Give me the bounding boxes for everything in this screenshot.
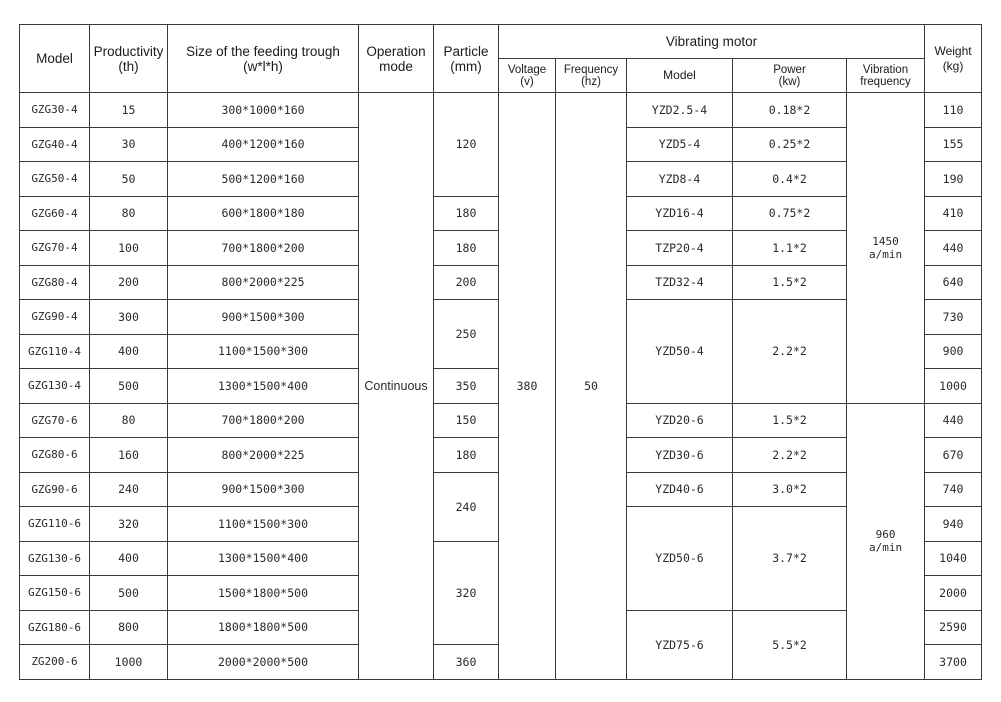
cell-productivity: 160 xyxy=(90,438,168,473)
cell-model: GZG80-6 xyxy=(20,438,90,473)
cell-productivity: 80 xyxy=(90,196,168,231)
cell-model: GZG40-4 xyxy=(20,127,90,162)
cell-model: GZG70-4 xyxy=(20,231,90,266)
cell-trough-size: 700*1800*200 xyxy=(168,231,359,266)
cell-particle: 180 xyxy=(434,231,499,266)
cell-power: 3.0*2 xyxy=(733,472,847,507)
cell-motor-model: YZD40-6 xyxy=(627,472,733,507)
cell-trough-size: 600*1800*180 xyxy=(168,196,359,231)
cell-model: ZG200-6 xyxy=(20,645,90,680)
cell-productivity: 240 xyxy=(90,472,168,507)
cell-weight: 2590 xyxy=(925,610,982,645)
cell-productivity: 200 xyxy=(90,265,168,300)
cell-weight: 190 xyxy=(925,162,982,197)
cell-power: 0.4*2 xyxy=(733,162,847,197)
cell-trough-size: 700*1800*200 xyxy=(168,403,359,438)
cell-productivity: 320 xyxy=(90,507,168,542)
cell-weight: 740 xyxy=(925,472,982,507)
cell-motor-model: YZD5-4 xyxy=(627,127,733,162)
cell-particle: 200 xyxy=(434,265,499,300)
cell-motor-model: YZD2.5-4 xyxy=(627,93,733,128)
cell-motor-model: YZD16-4 xyxy=(627,196,733,231)
cell-weight: 1040 xyxy=(925,541,982,576)
cell-productivity: 800 xyxy=(90,610,168,645)
cell-model: GZG150-6 xyxy=(20,576,90,611)
cell-power: 0.25*2 xyxy=(733,127,847,162)
cell-trough-size: 900*1500*300 xyxy=(168,472,359,507)
cell-weight: 670 xyxy=(925,438,982,473)
cell-motor-model: YZD30-6 xyxy=(627,438,733,473)
cell-trough-size: 1800*1800*500 xyxy=(168,610,359,645)
cell-weight: 640 xyxy=(925,265,982,300)
spec-table xyxy=(19,24,982,680)
cell-trough-size: 800*2000*225 xyxy=(168,265,359,300)
cell-motor-model: YZD20-6 xyxy=(627,403,733,438)
cell-motor-model: YZD8-4 xyxy=(627,162,733,197)
cell-model: GZG110-6 xyxy=(20,507,90,542)
cell-productivity: 500 xyxy=(90,369,168,404)
header-operation-mode: Operation mode xyxy=(359,25,434,93)
header-model: Model xyxy=(20,25,90,93)
cell-model: GZG80-4 xyxy=(20,265,90,300)
cell-model: GZG130-6 xyxy=(20,541,90,576)
header-power: Power (kw) xyxy=(733,59,847,93)
table-row xyxy=(20,93,982,128)
cell-weight: 110 xyxy=(925,93,982,128)
cell-trough-size: 1500*1800*500 xyxy=(168,576,359,611)
cell-motor-model: YZD50-6 xyxy=(627,507,733,611)
cell-model: GZG60-4 xyxy=(20,196,90,231)
header-vibration-frequency: Vibration frequency xyxy=(847,59,925,93)
header-productivity: Productivity (th) xyxy=(90,25,168,93)
cell-trough-size: 900*1500*300 xyxy=(168,300,359,335)
cell-power: 1.1*2 xyxy=(733,231,847,266)
cell-productivity: 50 xyxy=(90,162,168,197)
cell-power: 1.5*2 xyxy=(733,265,847,300)
cell-trough-size: 1300*1500*400 xyxy=(168,541,359,576)
cell-productivity: 400 xyxy=(90,334,168,369)
cell-motor-model: TZP20-4 xyxy=(627,231,733,266)
cell-frequency: 50 xyxy=(556,93,627,680)
cell-trough-size: 1300*1500*400 xyxy=(168,369,359,404)
cell-power: 5.5*2 xyxy=(733,610,847,679)
cell-motor-model: YZD50-4 xyxy=(627,300,733,404)
cell-trough-size: 1100*1500*300 xyxy=(168,334,359,369)
cell-voltage: 380 xyxy=(499,93,556,680)
cell-motor-model: TZD32-4 xyxy=(627,265,733,300)
cell-trough-size: 1100*1500*300 xyxy=(168,507,359,542)
cell-model: GZG90-4 xyxy=(20,300,90,335)
cell-trough-size: 2000*2000*500 xyxy=(168,645,359,680)
cell-trough-size: 400*1200*160 xyxy=(168,127,359,162)
cell-model: GZG180-6 xyxy=(20,610,90,645)
cell-particle: 320 xyxy=(434,541,499,645)
cell-particle: 360 xyxy=(434,645,499,680)
cell-model: GZG50-4 xyxy=(20,162,90,197)
cell-productivity: 300 xyxy=(90,300,168,335)
header-frequency: Frequency (hz) xyxy=(556,59,627,93)
cell-weight: 410 xyxy=(925,196,982,231)
header-particle: Particle (mm) xyxy=(434,25,499,93)
cell-weight: 730 xyxy=(925,300,982,335)
cell-weight: 440 xyxy=(925,231,982,266)
cell-productivity: 500 xyxy=(90,576,168,611)
cell-trough-size: 500*1200*160 xyxy=(168,162,359,197)
cell-model: GZG90-6 xyxy=(20,472,90,507)
cell-model: GZG70-6 xyxy=(20,403,90,438)
cell-model: GZG110-4 xyxy=(20,334,90,369)
cell-vibration-frequency: 960 a/min xyxy=(847,403,925,679)
cell-power: 1.5*2 xyxy=(733,403,847,438)
cell-model: GZG30-4 xyxy=(20,93,90,128)
cell-operation-mode: Continuous xyxy=(359,93,434,680)
cell-particle: 250 xyxy=(434,300,499,369)
cell-weight: 940 xyxy=(925,507,982,542)
cell-power: 0.75*2 xyxy=(733,196,847,231)
header-row-1 xyxy=(20,25,982,59)
cell-particle: 180 xyxy=(434,196,499,231)
cell-particle: 350 xyxy=(434,369,499,404)
cell-weight: 440 xyxy=(925,403,982,438)
header-voltage: Voltage (v) xyxy=(499,59,556,93)
cell-weight: 2000 xyxy=(925,576,982,611)
cell-power: 3.7*2 xyxy=(733,507,847,611)
cell-particle: 240 xyxy=(434,472,499,541)
cell-weight: 900 xyxy=(925,334,982,369)
cell-weight: 155 xyxy=(925,127,982,162)
header-weight: Weight (kg) xyxy=(925,25,982,93)
cell-vibration-frequency: 1450 a/min xyxy=(847,93,925,404)
cell-productivity: 15 xyxy=(90,93,168,128)
header-vibrating-motor: Vibrating motor xyxy=(499,25,925,59)
cell-power: 2.2*2 xyxy=(733,300,847,404)
cell-particle: 150 xyxy=(434,403,499,438)
cell-model: GZG130-4 xyxy=(20,369,90,404)
cell-power: 0.18*2 xyxy=(733,93,847,128)
cell-power: 2.2*2 xyxy=(733,438,847,473)
header-motor-model: Model xyxy=(627,59,733,93)
cell-trough-size: 800*2000*225 xyxy=(168,438,359,473)
cell-productivity: 400 xyxy=(90,541,168,576)
cell-motor-model: YZD75-6 xyxy=(627,610,733,679)
cell-productivity: 100 xyxy=(90,231,168,266)
cell-particle: 120 xyxy=(434,93,499,197)
cell-particle: 180 xyxy=(434,438,499,473)
cell-weight: 3700 xyxy=(925,645,982,680)
cell-weight: 1000 xyxy=(925,369,982,404)
cell-productivity: 1000 xyxy=(90,645,168,680)
cell-productivity: 30 xyxy=(90,127,168,162)
spec-table-container xyxy=(19,24,982,680)
cell-productivity: 80 xyxy=(90,403,168,438)
header-trough-size: Size of the feeding trough (w*l*h) xyxy=(168,25,359,93)
cell-trough-size: 300*1000*160 xyxy=(168,93,359,128)
